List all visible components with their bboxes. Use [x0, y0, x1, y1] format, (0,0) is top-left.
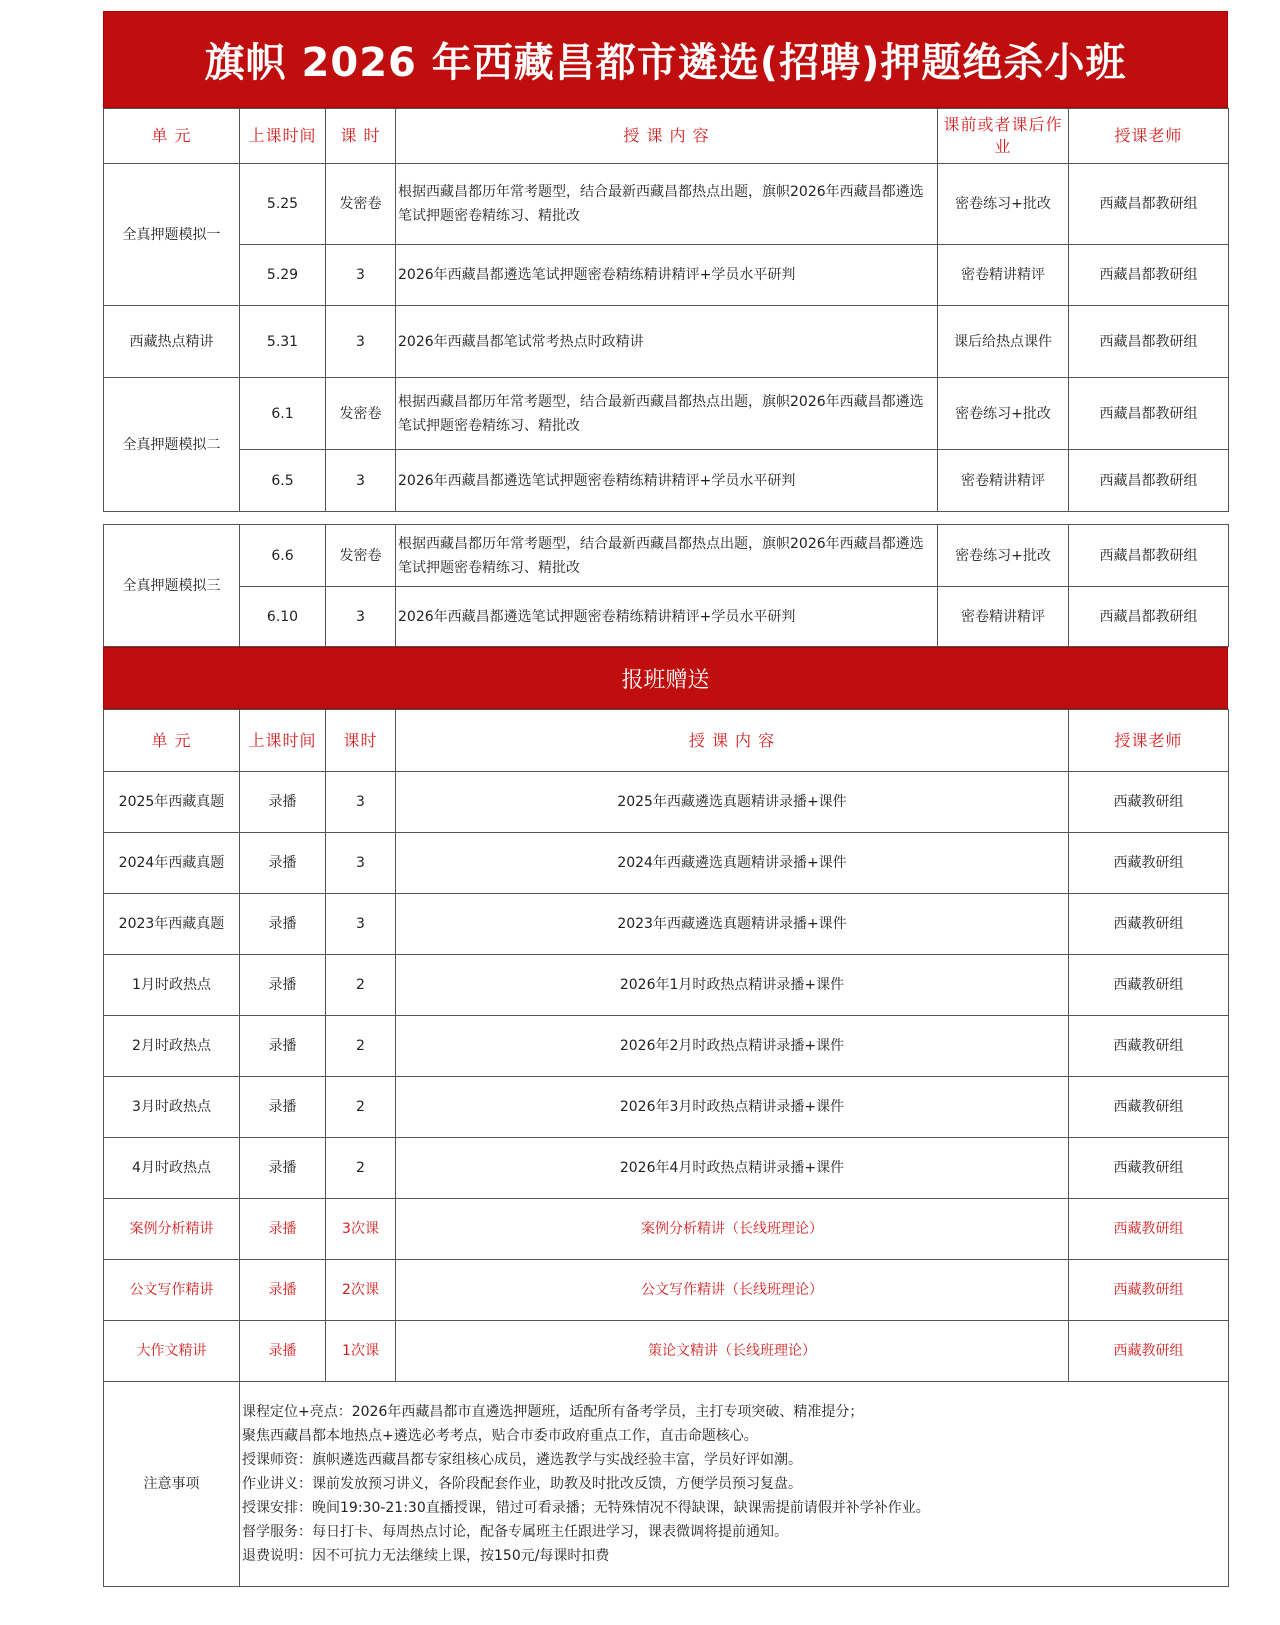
- table-header-row: [104, 109, 1229, 164]
- time-cell: 5.25: [240, 164, 326, 245]
- course-schedule-sheet: [103, 11, 1228, 1587]
- hours-cell: 3: [326, 245, 396, 306]
- teacher-cell: 西藏昌都教研组: [1069, 525, 1229, 587]
- header-content: 授 课 内 容: [396, 109, 938, 164]
- homework-cell: 密卷精讲精评: [938, 450, 1069, 512]
- gift-row: [104, 772, 1229, 833]
- page-title: 旗帜 2026 年西藏昌都市遴选(招聘)押题绝杀小班: [103, 11, 1228, 108]
- gift-time-cell: 录播: [240, 1016, 326, 1077]
- gift-content-cell: 2026年3月时政热点精讲录播+课件: [396, 1077, 1069, 1138]
- homework-cell: 密卷精讲精评: [938, 587, 1069, 647]
- gift-teacher-cell: 西藏教研组: [1069, 1077, 1229, 1138]
- gift-header-time: 上课时间: [240, 710, 326, 772]
- gift-teacher-cell: 西藏教研组: [1069, 1260, 1229, 1321]
- content-cell: 根据西藏昌都历年常考题型，结合最新西藏昌都热点出题，旗帜2026年西藏昌都遴选笔试押题密卷精练习、精批改: [396, 164, 938, 245]
- gift-table: [103, 709, 1229, 1587]
- hours-cell: 3: [326, 450, 396, 512]
- gift-content-cell: 2023年西藏遴选真题精讲录播+课件: [396, 894, 1069, 955]
- gift-header-hours: 课时: [326, 710, 396, 772]
- gift-row-highlight: [104, 1321, 1229, 1382]
- notes-line: 授课师资：旗帜遴选西藏昌都专家组核心成员，遴选教学与实战经验丰富，学员好评如潮。: [242, 1452, 802, 1468]
- gift-content-cell: 2026年4月时政热点精讲录播+课件: [396, 1138, 1069, 1199]
- content-cell: 根据西藏昌都历年常考题型，结合最新西藏昌都热点出题，旗帜2026年西藏昌都遴选笔试押题密卷精练习、精批改: [396, 378, 938, 450]
- hours-cell: 发密卷: [326, 378, 396, 450]
- gift-header-content: 授 课 内 容: [396, 710, 1069, 772]
- time-cell: 6.10: [240, 587, 326, 647]
- gift-unit-cell: 2023年西藏真题: [104, 894, 240, 955]
- gift-content-cell: 2026年2月时政热点精讲录播+课件: [396, 1016, 1069, 1077]
- gift-unit-cell: 2025年西藏真题: [104, 772, 240, 833]
- header-unit: 单 元: [104, 109, 240, 164]
- table-row: [104, 245, 1229, 306]
- table-row: [104, 164, 1229, 245]
- notes-line: 退费说明：因不可抗力无法继续上课，按150元/每课时扣费: [242, 1548, 610, 1564]
- hours-cell: 3: [326, 306, 396, 378]
- teacher-cell: 西藏昌都教研组: [1069, 587, 1229, 647]
- gift-time-cell: 录播: [240, 955, 326, 1016]
- table-row: [104, 306, 1229, 378]
- teacher-cell: 西藏昌都教研组: [1069, 245, 1229, 306]
- notes-list: [240, 1382, 1229, 1587]
- table-gap: [103, 512, 1228, 524]
- gift-time-cell: 录播: [240, 1321, 326, 1382]
- teacher-cell: 西藏昌都教研组: [1069, 164, 1229, 245]
- gift-unit-cell: 2月时政热点: [104, 1016, 240, 1077]
- gift-hours-cell: 1次课: [326, 1321, 396, 1382]
- gift-teacher-cell: 西藏教研组: [1069, 1321, 1229, 1382]
- time-cell: 5.31: [240, 306, 326, 378]
- gift-content-cell: 2025年西藏遴选真题精讲录播+课件: [396, 772, 1069, 833]
- hours-cell: 发密卷: [326, 525, 396, 587]
- gift-row-highlight: [104, 1260, 1229, 1321]
- gift-row: [104, 1016, 1229, 1077]
- gift-unit-cell: 公文写作精讲: [104, 1260, 240, 1321]
- notes-line: 作业讲义：课前发放预习讲义，各阶段配套作业，助教及时批改反馈，方便学员预习复盘。: [242, 1476, 802, 1492]
- gift-hours-cell: 2: [326, 1077, 396, 1138]
- notes-line: 聚焦西藏昌都本地热点+遴选必考考点，贴合市委市政府重点工作，直击命题核心。: [242, 1428, 758, 1444]
- time-cell: 6.5: [240, 450, 326, 512]
- table-row: [104, 450, 1229, 512]
- table-row: [104, 525, 1229, 587]
- time-cell: 6.6: [240, 525, 326, 587]
- gift-time-cell: 录播: [240, 833, 326, 894]
- notes-label: 注意事项: [104, 1382, 240, 1587]
- gift-header-unit: 单 元: [104, 710, 240, 772]
- gift-time-cell: 录播: [240, 894, 326, 955]
- gift-time-cell: 录播: [240, 1199, 326, 1260]
- notes-line: 授课安排：晚间19:30-21:30直播授课，错过可看录播；无特殊情况不得缺课，缺课需提前请假并补学补作业。: [242, 1500, 930, 1516]
- gift-teacher-cell: 西藏教研组: [1069, 1016, 1229, 1077]
- gift-hours-cell: 3次课: [326, 1199, 396, 1260]
- teacher-cell: 西藏昌都教研组: [1069, 450, 1229, 512]
- unit-cell: 西藏热点精讲: [104, 306, 240, 378]
- gift-content-cell: 2026年1月时政热点精讲录播+课件: [396, 955, 1069, 1016]
- gift-teacher-cell: 西藏教研组: [1069, 955, 1229, 1016]
- hours-cell: 3: [326, 587, 396, 647]
- homework-cell: 密卷练习+批改: [938, 164, 1069, 245]
- gift-row: [104, 1138, 1229, 1199]
- gift-hours-cell: 3: [326, 772, 396, 833]
- notes-line: 课程定位+亮点：2026年西藏昌都市直遴选押题班，适配所有备考学员，主打专项突破、精准提分；: [242, 1404, 864, 1420]
- homework-cell: 密卷练习+批改: [938, 378, 1069, 450]
- gift-content-cell: 2024年西藏遴选真题精讲录播+课件: [396, 833, 1069, 894]
- gift-row: [104, 1077, 1229, 1138]
- unit-cell: 全真押题模拟一: [104, 164, 240, 306]
- gift-time-cell: 录播: [240, 1138, 326, 1199]
- teacher-cell: 西藏昌都教研组: [1069, 306, 1229, 378]
- gift-unit-cell: 案例分析精讲: [104, 1199, 240, 1260]
- table-row: [104, 587, 1229, 647]
- homework-cell: 密卷精讲精评: [938, 245, 1069, 306]
- gift-hours-cell: 3: [326, 833, 396, 894]
- table-row: [104, 378, 1229, 450]
- time-cell: 6.1: [240, 378, 326, 450]
- schedule-table-main: [103, 108, 1229, 512]
- gift-hours-cell: 2: [326, 1138, 396, 1199]
- header-homework: 课前或者课后作业: [938, 109, 1069, 164]
- gift-content-cell: 策论文精讲（长线班理论）: [396, 1321, 1069, 1382]
- gift-hours-cell: 2次课: [326, 1260, 396, 1321]
- header-teacher: 授课老师: [1069, 109, 1229, 164]
- gift-teacher-cell: 西藏教研组: [1069, 894, 1229, 955]
- notes-row: [104, 1382, 1229, 1587]
- gift-content-cell: 案例分析精讲（长线班理论）: [396, 1199, 1069, 1260]
- gift-hours-cell: 2: [326, 1016, 396, 1077]
- time-cell: 5.29: [240, 245, 326, 306]
- gift-teacher-cell: 西藏教研组: [1069, 1199, 1229, 1260]
- gift-header-teacher: 授课老师: [1069, 710, 1229, 772]
- content-cell: 2026年西藏昌都遴选笔试押题密卷精练精讲精评+学员水平研判: [396, 245, 938, 306]
- gift-hours-cell: 2: [326, 955, 396, 1016]
- gift-section-title: 报班赠送: [103, 647, 1228, 709]
- header-time: 上课时间: [240, 109, 326, 164]
- homework-cell: 课后给热点课件: [938, 306, 1069, 378]
- gift-unit-cell: 4月时政热点: [104, 1138, 240, 1199]
- notes-line: 督学服务：每日打卡、每周热点讨论，配备专属班主任跟进学习，课表微调将提前通知。: [242, 1524, 788, 1540]
- homework-cell: 密卷练习+批改: [938, 525, 1069, 587]
- gift-teacher-cell: 西藏教研组: [1069, 772, 1229, 833]
- hours-cell: 发密卷: [326, 164, 396, 245]
- unit-cell: 全真押题模拟二: [104, 378, 240, 512]
- content-cell: 2026年西藏昌都笔试常考热点时政精讲: [396, 306, 938, 378]
- gift-time-cell: 录播: [240, 1077, 326, 1138]
- content-cell: 2026年西藏昌都遴选笔试押题密卷精练精讲精评+学员水平研判: [396, 450, 938, 512]
- gift-hours-cell: 3: [326, 894, 396, 955]
- gift-teacher-cell: 西藏教研组: [1069, 833, 1229, 894]
- gift-row: [104, 833, 1229, 894]
- gift-unit-cell: 1月时政热点: [104, 955, 240, 1016]
- gift-content-cell: 公文写作精讲（长线班理论）: [396, 1260, 1069, 1321]
- gift-time-cell: 录播: [240, 1260, 326, 1321]
- content-cell: 2026年西藏昌都遴选笔试押题密卷精练精讲精评+学员水平研判: [396, 587, 938, 647]
- gift-row: [104, 955, 1229, 1016]
- gift-time-cell: 录播: [240, 772, 326, 833]
- gift-row: [104, 894, 1229, 955]
- gift-unit-cell: 2024年西藏真题: [104, 833, 240, 894]
- content-cell: 根据西藏昌都历年常考题型，结合最新西藏昌都热点出题，旗帜2026年西藏昌都遴选笔试押题密卷精练习、精批改: [396, 525, 938, 587]
- gift-teacher-cell: 西藏教研组: [1069, 1138, 1229, 1199]
- header-hours: 课 时: [326, 109, 396, 164]
- gift-header-row: [104, 710, 1229, 772]
- gift-unit-cell: 大作文精讲: [104, 1321, 240, 1382]
- unit-cell: 全真押题模拟三: [104, 525, 240, 647]
- teacher-cell: 西藏昌都教研组: [1069, 378, 1229, 450]
- schedule-table-mock-three: [103, 524, 1229, 647]
- gift-unit-cell: 3月时政热点: [104, 1077, 240, 1138]
- gift-row-highlight: [104, 1199, 1229, 1260]
